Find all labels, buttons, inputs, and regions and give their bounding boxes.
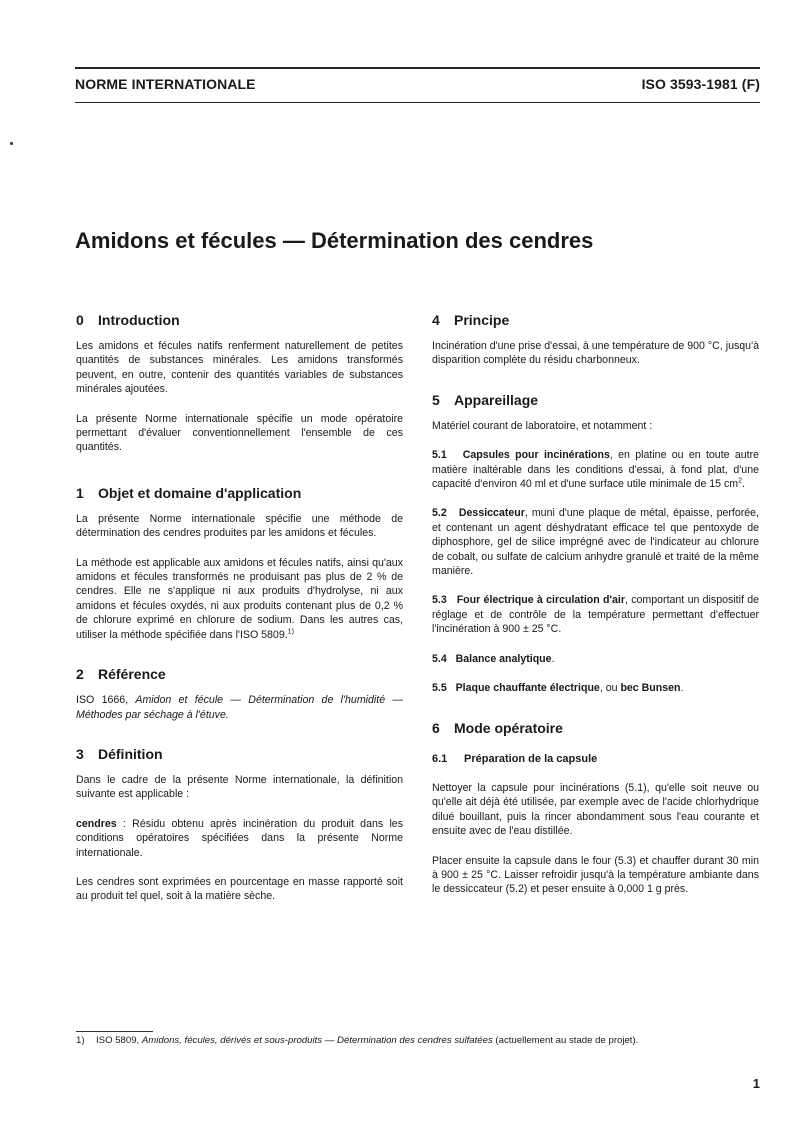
principle-paragraph: Incinération d'une prise d'essai, à une température de 900 °C, jusqu'à disparition complète du résidu charbonneux. bbox=[432, 340, 759, 367]
page-number: 1 bbox=[752, 1076, 760, 1091]
header-bottom-rule bbox=[75, 102, 760, 103]
footnote-title: Amidons, fécules, dérivés et sous-produits — Détermination des cendres sulfatées bbox=[141, 1035, 493, 1046]
item-5-2 bbox=[432, 506, 759, 578]
section-1-heading bbox=[76, 485, 403, 502]
introduction-paragraph-2: La présente Norme internationale spécifie un mode opératoire permettant d'évaluer conventionnellement l'ensemble de ces quantités. bbox=[76, 412, 403, 454]
section-number: 3 bbox=[76, 745, 84, 762]
footnote bbox=[76, 1035, 638, 1046]
standard-type-label: NORME INTERNATIONALE bbox=[75, 76, 256, 92]
section-5-heading bbox=[432, 392, 759, 409]
item-name: Capsules pour incinérations bbox=[462, 449, 610, 462]
section-4-heading bbox=[432, 312, 759, 329]
margin-mark bbox=[10, 142, 13, 145]
footnote-rest: (actuellement au stade de projet). bbox=[492, 1035, 639, 1046]
section-title: Objet et domaine d'application bbox=[98, 484, 302, 501]
item-number: 5.2 bbox=[432, 507, 447, 520]
footnote-number: 1) bbox=[76, 1035, 85, 1046]
reference-code: ISO 1666, bbox=[76, 694, 129, 707]
definition-note: Les cendres sont exprimées en pourcentage en masse rapporté soit au produit tel quel, soit à la matière sèche. bbox=[76, 875, 403, 903]
apparatus-intro: Matériel courant de laboratoire, et notamment : bbox=[432, 419, 653, 432]
subsection-title: Préparation de la capsule bbox=[464, 752, 598, 765]
item-number: 5.5 bbox=[432, 682, 447, 695]
item-5-4 bbox=[432, 652, 759, 666]
section-title: Mode opératoire bbox=[454, 719, 563, 736]
item-text: , comportant un dispositif de réglage et de contrôle de la température permettant d'effectuer l'incinération à 900 ± 25 °C. bbox=[432, 594, 759, 636]
item-name-alt: bec Bunsen bbox=[620, 682, 681, 695]
reference-entry bbox=[76, 693, 403, 722]
item-5-3 bbox=[432, 593, 759, 636]
item-name: Dessiccateur bbox=[458, 507, 525, 520]
right-column bbox=[432, 312, 759, 897]
item-text: , en platine ou en toute autre matière inaltérable dans les conditions d'essai, à fond plat, d'une capacité d'environ 40 ml et d'une surface utile minimale de 15 cm bbox=[432, 449, 759, 491]
section-2-heading bbox=[76, 666, 403, 683]
section-number: 4 bbox=[432, 312, 440, 328]
section-3-heading bbox=[76, 746, 403, 763]
footnote-reference: 1) bbox=[287, 628, 294, 636]
item-text: , muni d'une plaque de métal, épaisse, perforée, et contenant un agent déshydratant efficace tel que pentoxyde de diphosphore, gel de silice imprégné avec de l'indicateur au chlorure de cobalt, ou sulfate de calcium anhydre granulé et traité de la même manière. bbox=[432, 507, 759, 578]
definition-term: cendres bbox=[76, 817, 117, 830]
scope-paragraph-1: La présente Norme internationale spécifie une méthode de détermination des cendres produites par les amidons et fécules. bbox=[76, 512, 403, 540]
item-number: 5.1 bbox=[432, 449, 447, 462]
item-name: Plaque chauffante électrique bbox=[455, 682, 600, 695]
item-number: 5.3 bbox=[432, 594, 447, 607]
section-number: 6 bbox=[432, 719, 440, 736]
procedure-paragraph-1: Nettoyer la capsule pour incinérations (5.1), qu'elle soit neuve ou qu'elle ait déjà été utilisée, par exemple avec de l'acide chlorhydrique dilué bouillant, puis la rincer abondamment sous l'eau courante et ensuite avec de l'eau distillée. bbox=[432, 781, 759, 838]
definition-entry bbox=[76, 817, 403, 860]
footnote-code: ISO 5809, bbox=[96, 1035, 140, 1046]
item-5-5 bbox=[432, 681, 759, 695]
section-number: 5 bbox=[432, 391, 440, 408]
item-end: . bbox=[680, 682, 684, 695]
superscript: 2 bbox=[738, 477, 743, 485]
item-name: Balance analytique bbox=[455, 652, 552, 665]
item-text: , ou bbox=[599, 682, 621, 695]
procedure-paragraph-2: Placer ensuite la capsule dans le four (5.3) et chauffer durant 30 min à 900 ± 25 °C. Laisser refroidir jusqu'à la température ambiante dans le dessiccateur (5.2) et peser ensuite à 0,000 1 g près. bbox=[432, 854, 759, 896]
left-column bbox=[76, 312, 403, 904]
footnote-rule bbox=[76, 1031, 153, 1032]
section-title: Principe bbox=[454, 312, 510, 328]
item-end: . bbox=[742, 478, 745, 491]
scope-paragraph-2 bbox=[76, 556, 403, 642]
section-number: 2 bbox=[76, 666, 84, 683]
item-end: . bbox=[551, 652, 555, 665]
section-title: Définition bbox=[98, 745, 163, 762]
subsection-6-1-heading bbox=[432, 752, 759, 766]
definition-text: : Résidu obtenu après incinération du produit dans les conditions opératoires spécifiées dans la présente Norme internationale. bbox=[76, 817, 403, 859]
section-number: 1 bbox=[76, 484, 84, 501]
section-title: Référence bbox=[98, 666, 166, 683]
section-title: Introduction bbox=[98, 312, 180, 328]
definition-intro: Dans le cadre de la présente Norme internationale, la définition suivante est applicable : bbox=[76, 773, 403, 801]
header-top-rule bbox=[75, 67, 760, 69]
scope-paragraph-2-text: La méthode est applicable aux amidons et fécules natifs, ainsi qu'aux amidons et fécules transformés ne produisant pas plus de 2 % de cendres. Elle ne s'applique ni aux produits d'hydrolyse, ni aux amidons et fécules oxydés, ni aux produits contenant plus de 0,2 % de chlorure exprimé en chlorure de sodium. Dans les autres cas, utiliser la méthode spécifiée dans l'ISO 5809. bbox=[76, 556, 403, 641]
section-number: 0 bbox=[76, 312, 84, 328]
reference-title: Amidon et fécule — Détermination de l'humidité — Méthodes par séchage à l'étuve. bbox=[76, 694, 403, 721]
section-0-heading bbox=[76, 312, 403, 329]
standard-number: ISO 3593-1981 (F) bbox=[641, 76, 760, 92]
introduction-paragraph-1: Les amidons et fécules natifs renferment naturellement de petites quantités de substances minérales. Les amidons transformés peuvent, en outre, contenir des quantités variables de substances minérales ajoutées. bbox=[76, 340, 403, 396]
document-title: Amidons et fécules — Détermination des cendres bbox=[75, 228, 594, 253]
item-name: Four électrique à circulation d'air bbox=[456, 594, 625, 607]
item-5-1 bbox=[432, 448, 759, 491]
section-6-heading bbox=[432, 720, 759, 737]
item-number: 5.4 bbox=[432, 652, 447, 665]
subsection-number: 6.1 bbox=[432, 752, 448, 765]
section-title: Appareillage bbox=[454, 391, 539, 408]
